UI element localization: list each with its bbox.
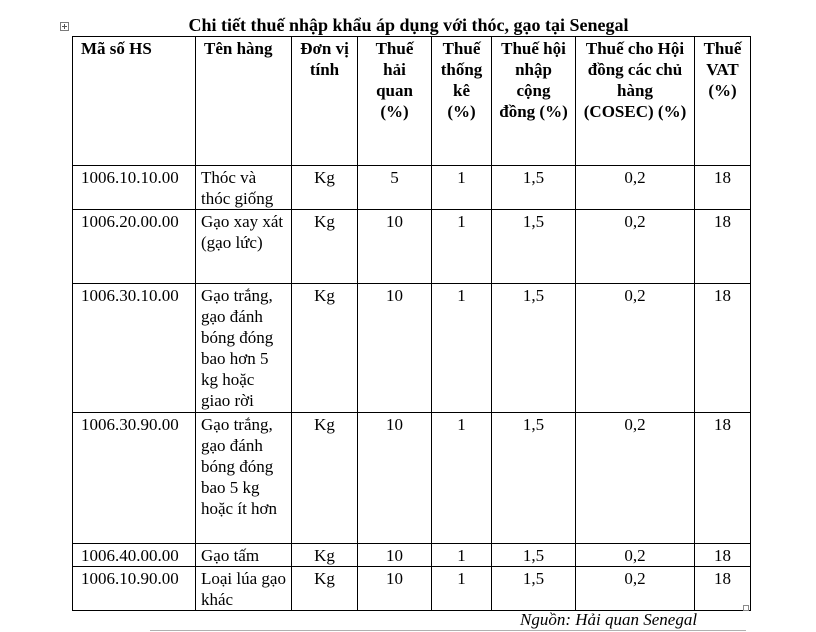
unit-cell: Kg bbox=[292, 544, 358, 567]
table-row bbox=[73, 166, 751, 210]
community-tax-cell: 1,5 bbox=[492, 413, 576, 544]
table-row bbox=[73, 544, 751, 567]
unit-cell: Kg bbox=[292, 567, 358, 611]
table-row bbox=[73, 210, 751, 284]
statistics-tax-cell: 1 bbox=[432, 210, 492, 284]
product-name-cell: Gạo tấm bbox=[196, 544, 292, 567]
unit-cell: Kg bbox=[292, 413, 358, 544]
vat-cell: 18 bbox=[695, 210, 751, 284]
customs-tax-cell: 10 bbox=[358, 210, 432, 284]
hs-code-cell: 1006.20.00.00 bbox=[73, 210, 196, 284]
unit-cell: Kg bbox=[292, 210, 358, 284]
statistics-tax-cell: 1 bbox=[432, 166, 492, 210]
cosec-tax-cell: 0,2 bbox=[576, 544, 695, 567]
header-cosec-tax: Thuế cho Hội đồng các chủ hàng (COSEC) (%) bbox=[576, 37, 695, 166]
hs-code-cell: 1006.30.10.00 bbox=[73, 284, 196, 413]
hs-code-cell: 1006.40.00.00 bbox=[73, 544, 196, 567]
table-resize-handle[interactable] bbox=[743, 605, 749, 611]
unit-cell: Kg bbox=[292, 284, 358, 413]
product-name-cell: Gạo xay xát (gạo lức) bbox=[196, 210, 292, 284]
header-product-name: Tên hàng bbox=[196, 37, 292, 166]
tax-table bbox=[72, 36, 751, 611]
hs-code-cell: 1006.10.90.00 bbox=[73, 567, 196, 611]
cosec-tax-cell: 0,2 bbox=[576, 166, 695, 210]
vat-cell: 18 bbox=[695, 413, 751, 544]
community-tax-cell: 1,5 bbox=[492, 567, 576, 611]
cosec-tax-cell: 0,2 bbox=[576, 567, 695, 611]
vat-cell: 18 bbox=[695, 166, 751, 210]
header-customs-tax: Thuế hải quan (%) bbox=[358, 37, 432, 166]
cosec-tax-cell: 0,2 bbox=[576, 413, 695, 544]
cosec-tax-cell: 0,2 bbox=[576, 284, 695, 413]
header-statistics-tax: Thuế thống kê (%) bbox=[432, 37, 492, 166]
statistics-tax-cell: 1 bbox=[432, 567, 492, 611]
vat-cell: 18 bbox=[695, 284, 751, 413]
header-vat: Thuế VAT (%) bbox=[695, 37, 751, 166]
product-name-cell: Thóc và thóc giống bbox=[196, 166, 292, 210]
statistics-tax-cell: 1 bbox=[432, 284, 492, 413]
header-unit: Đơn vị tính bbox=[292, 37, 358, 166]
statistics-tax-cell: 1 bbox=[432, 544, 492, 567]
table-move-handle[interactable] bbox=[60, 22, 69, 31]
unit-cell: Kg bbox=[292, 166, 358, 210]
cosec-tax-cell: 0,2 bbox=[576, 210, 695, 284]
customs-tax-cell: 5 bbox=[358, 166, 432, 210]
product-name-cell: Loại lúa gạo khác bbox=[196, 567, 292, 611]
hs-code-cell: 1006.10.10.00 bbox=[73, 166, 196, 210]
vat-cell: 18 bbox=[695, 544, 751, 567]
customs-tax-cell: 10 bbox=[358, 413, 432, 544]
source-note: Nguồn: Hải quan Senegal bbox=[520, 610, 698, 629]
divider bbox=[150, 630, 746, 631]
hs-code-cell: 1006.30.90.00 bbox=[73, 413, 196, 544]
table-row bbox=[73, 413, 751, 544]
community-tax-cell: 1,5 bbox=[492, 210, 576, 284]
customs-tax-cell: 10 bbox=[358, 567, 432, 611]
header-community-tax: Thuế hội nhập cộng đồng (%) bbox=[492, 37, 576, 166]
statistics-tax-cell: 1 bbox=[432, 413, 492, 544]
customs-tax-cell: 10 bbox=[358, 544, 432, 567]
customs-tax-cell: 10 bbox=[358, 284, 432, 413]
vat-cell: 18 bbox=[695, 567, 751, 611]
product-name-cell: Gạo trắng, gạo đánh bóng đóng bao 5 kg hoặc ít hơn bbox=[196, 413, 292, 544]
community-tax-cell: 1,5 bbox=[492, 284, 576, 413]
header-hs-code: Mã số HS bbox=[73, 37, 196, 166]
community-tax-cell: 1,5 bbox=[492, 544, 576, 567]
table-row bbox=[73, 284, 751, 413]
table-title: Chi tiết thuế nhập khẩu áp dụng với thóc, gạo tại Senegal bbox=[188, 15, 629, 35]
community-tax-cell: 1,5 bbox=[492, 166, 576, 210]
product-name-cell: Gạo trắng, gạo đánh bóng đóng bao hơn 5 kg hoặc giao rời bbox=[196, 284, 292, 413]
table-row bbox=[73, 567, 751, 611]
